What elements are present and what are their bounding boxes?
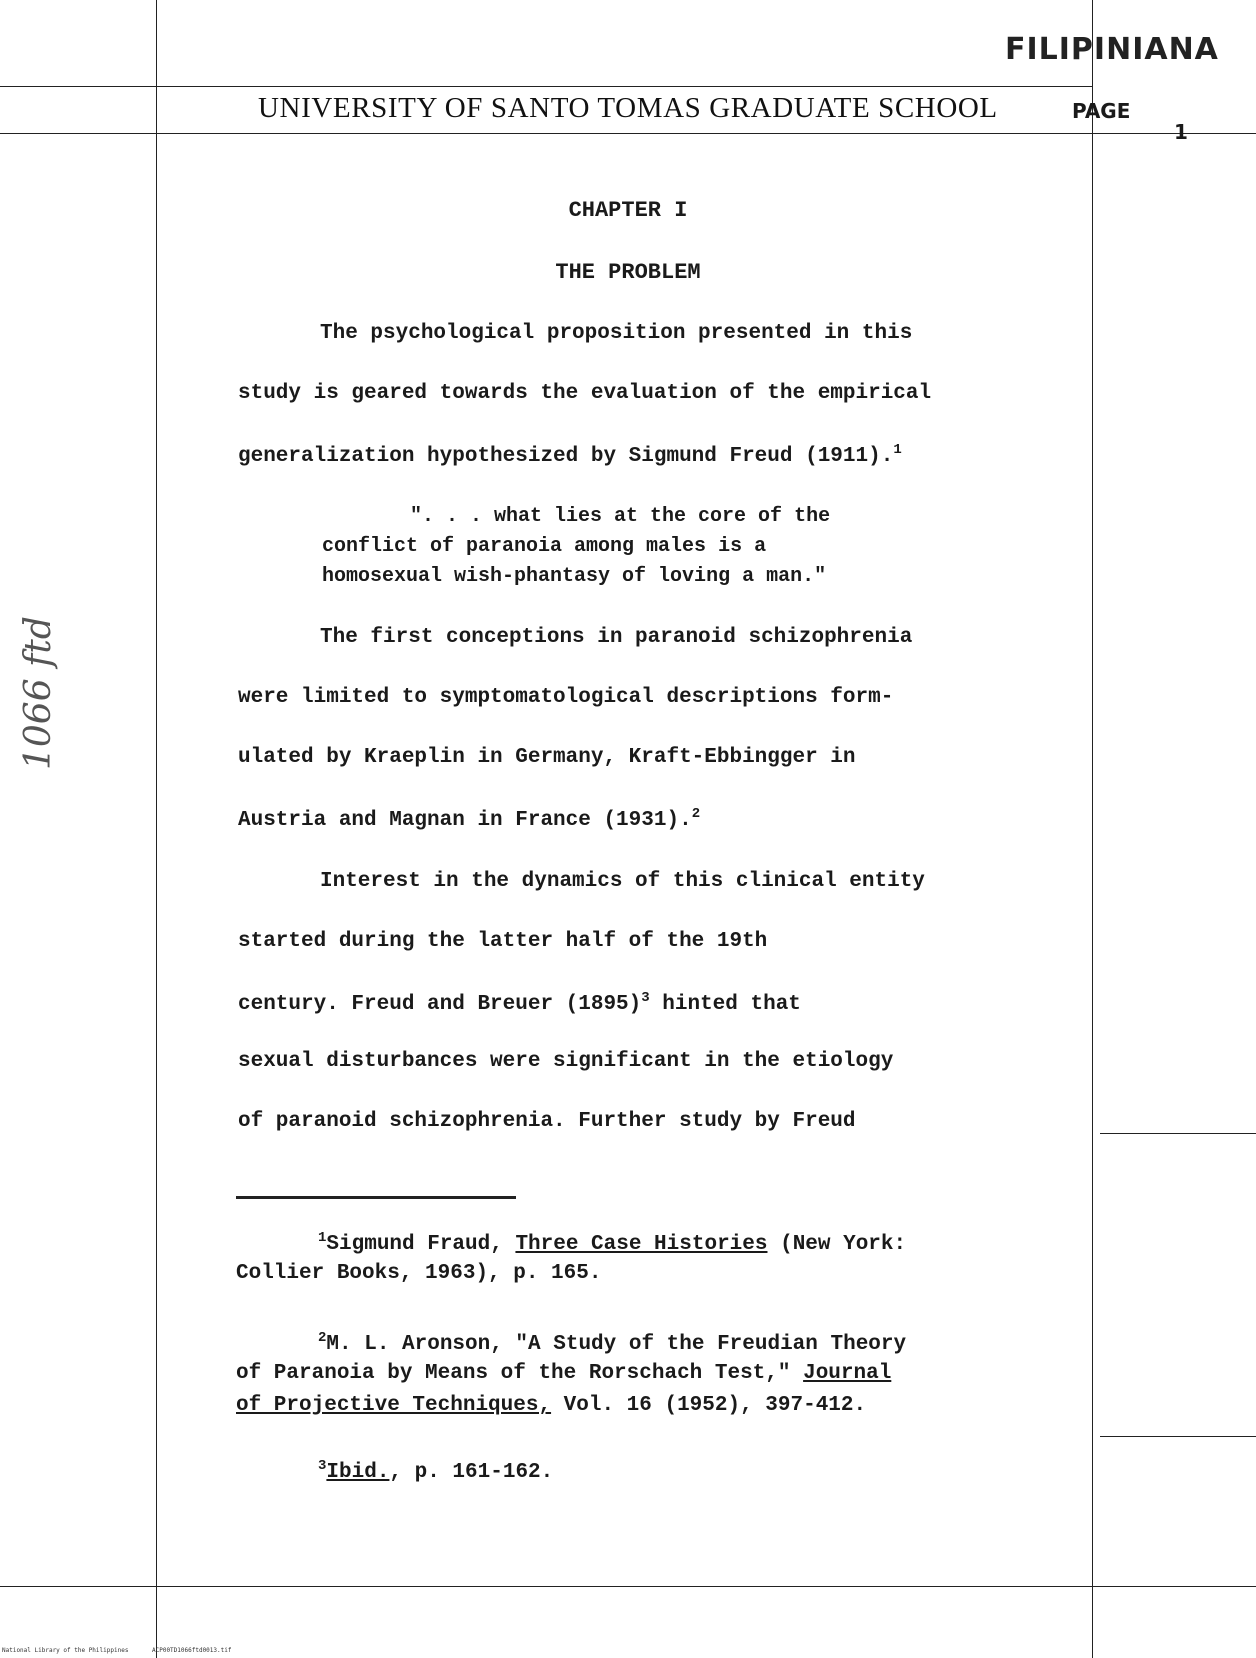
section-heading: THE PROBLEM (555, 260, 701, 285)
text-line: of paranoid schizophrenia. Further study by Freud (238, 1110, 856, 1133)
page-header-title: UNIVERSITY OF SANTO TOMAS GRADUATE SCHOOL (258, 92, 998, 124)
page-label: PAGE (1072, 99, 1131, 123)
text-line: Austria and Magnan in France (1931).$^2$ (238, 806, 701, 832)
left-margin-rule (156, 0, 157, 1658)
text-line: generalization hypothesized by Sigmund Freud (1911).$^1$ (238, 442, 902, 468)
text-line: study is geared towards the evaluation of the empirical (238, 382, 932, 405)
right-margin-mark (1100, 1133, 1256, 1134)
header-top-rule (0, 86, 1092, 87)
bottom-rule (0, 1586, 1256, 1587)
footnote-ref-2: 2 (691, 806, 701, 822)
right-margin-rule (1092, 0, 1093, 1658)
quote-line: ". . . what lies at the core of the (410, 505, 831, 528)
footnote-ref-3: 3 (641, 990, 650, 1006)
footnote-line: $^2$M. L. Aronson, "A Study of the Freudian Theory (318, 1330, 907, 1356)
text-line: The psychological proposition presented in this (320, 322, 913, 345)
text-line: century. Freud and Breuer $(1895)^3$ hinted that (238, 990, 801, 1016)
text-line: started during the latter half of the 19th (238, 930, 768, 953)
scan-footer-source: National Library of the Philippines (2, 1647, 129, 1654)
quote-line: conflict of paranoia among males is a (322, 535, 767, 558)
footnote-line: of Projective Techniques, Vol. 16 (1952), 397-412. (236, 1394, 867, 1417)
right-margin-mark-2 (1100, 1436, 1256, 1437)
text-line: were limited to symptomatological descriptions form- (238, 686, 894, 709)
chapter-heading: CHAPTER I (568, 198, 688, 223)
handwritten-call-number: 1066 ftd (18, 616, 59, 770)
text-line: ulated by Kraeplin in Germany, Kraft-Ebbingger in (238, 746, 856, 769)
text-line: Interest in the dynamics of this clinical entity (320, 870, 925, 893)
footnote-line: $^1$Sigmund Fraud, Three Case Histories (New York: (318, 1230, 907, 1256)
text-line: sexual disturbances were significant in the etiology (238, 1050, 894, 1073)
text-line: The first conceptions in paranoid schizophrenia (320, 626, 913, 649)
footnote-line: $^3$Ibid., p. 161-162. (318, 1458, 554, 1484)
quote-line: homosexual wish-phantasy of loving a man." (322, 565, 827, 588)
filipiniana-stamp: FILIPINIANA (1005, 32, 1219, 67)
footnote-separator (236, 1196, 516, 1199)
footnote-line: of Paranoia by Means of the Rorschach Test," Journal (236, 1362, 892, 1385)
footnote-line: Collier Books, 1963), p. 165. (236, 1262, 602, 1285)
page-number: 1 (1174, 120, 1188, 144)
scan-footer-filename: ACP00TD1066ftd0013.tif (152, 1647, 232, 1654)
footnote-ref-1: 1 (893, 442, 902, 458)
header-bottom-rule (0, 133, 1256, 134)
